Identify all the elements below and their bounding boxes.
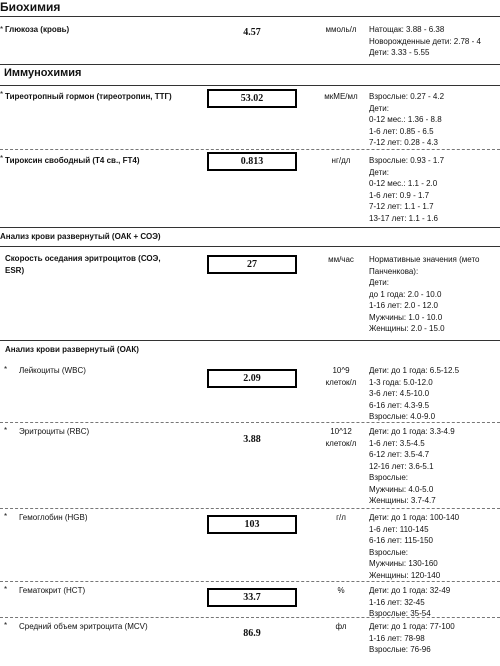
test-value-ft4: 0.813 <box>240 156 264 167</box>
test-name-mcv: Средний объем эритроцита (MCV) <box>19 622 148 631</box>
test-unit-ft4: нг/дл <box>331 156 351 165</box>
test-ref-hct: Дети: до 1 года: 32-49 1-16 лет: 32-45 Взрослые: 35-54 <box>369 586 451 618</box>
section-divider <box>0 64 500 65</box>
row-star: * <box>4 426 8 435</box>
row-star: * <box>0 25 4 34</box>
test-ref-esr: Нормативные значения (мето Панченкова): Дети: до 1 года: 2.0 - 10.0 1-16 лет: 2.0 - 12.0 Мужчины: 1.0 - 10.0 Женщины: 2.0 - 15.0 <box>369 255 480 333</box>
test-value-esr: 27 <box>247 259 257 270</box>
test-unit-hgb: г/л <box>336 513 346 522</box>
test-name-glucose: Глюкоза (кровь) <box>5 25 70 34</box>
section-divider <box>0 340 500 341</box>
test-ref-rbc: Дети: до 1 года: 3.3-4.9 1-6 лет: 3.5-4.5 6-12 лет: 3.5-4.7 12-16 лет: 3.6-5.1 Взрослые: Мужчины: 4.0-5.0 Женщины: 3.7-4.7 <box>369 427 455 505</box>
section-title-biochem: Биохимия <box>0 0 61 14</box>
test-ref-ft4: Взрослые: 0.93 - 1.7 Дети: 0-12 мес.: 1.1 - 2.0 1-6 лет: 0.9 - 1.7 7-12 лет: 1.1 - 1.7 13-17 лет: 1.1 - 1.6 <box>369 156 445 223</box>
test-unit-esr: мм/час <box>328 255 354 264</box>
test-name-tsh: Тиреотропный гормон (тиреотропин, ТТГ) <box>5 92 172 101</box>
test-value-wbc: 2.09 <box>243 373 261 384</box>
test-name-wbc: Лейкоциты (WBC) <box>19 366 86 375</box>
row-star: * <box>4 512 8 521</box>
test-value-glucose: 4.57 <box>243 27 261 38</box>
test-unit-glucose: ммоль/л <box>325 25 357 34</box>
row-divider <box>0 149 500 150</box>
section-divider <box>0 227 500 228</box>
test-unit-hct: % <box>337 586 345 595</box>
test-value-tsh: 53.02 <box>240 93 264 104</box>
test-ref-wbc: Дети: до 1 года: 6.5-12.5 1-3 года: 5.0-12.0 3-6 лет: 4.5-10.0 6-16 лет: 4.3-9.5 Взрослые: 4.0-9.0 <box>369 366 460 421</box>
section-divider <box>0 246 500 247</box>
test-ref-glucose: Натощак: 3.88 - 6.38 Новорожденные дети: 2.78 - 4 Дети: 3.33 - 5.55 <box>369 25 481 57</box>
test-name-hgb: Гемоглобин (HGB) <box>19 513 88 522</box>
row-star: * <box>4 585 8 594</box>
test-name-esr: Скорость оседания эритроцитов (СОЭ, ESR) <box>5 254 161 275</box>
test-value-rbc: 3.88 <box>243 434 261 445</box>
row-divider <box>0 422 500 423</box>
row-star: * <box>0 154 4 163</box>
row-divider <box>0 617 500 618</box>
test-value-hct: 33.7 <box>243 592 261 603</box>
row-star: * <box>0 90 4 99</box>
test-ref-mcv: Дети: до 1 года: 77-100 1-16 лет: 78-98 Взрослые: 76-96 <box>369 622 455 654</box>
test-ref-tsh: Взрослые: 0.27 - 4.2 Дети: 0-12 мес.: 1.36 - 8.8 1-6 лет: 0.85 - 6.5 7-12 лет: 0.28 - 4.3 <box>369 92 445 147</box>
section-divider <box>0 85 500 86</box>
test-name-ft4: Тироксин свободный (Т4 св., FT4) <box>5 156 140 165</box>
section-title-oak: Анализ крови развернутый (ОАК) <box>5 345 139 354</box>
test-unit-wbc: 10^9 клеток/л <box>325 366 357 387</box>
test-unit-rbc: 10^12 клеток/л <box>325 427 357 448</box>
test-value-mcv: 86.9 <box>243 628 261 639</box>
test-ref-hgb: Дети: до 1 года: 100-140 1-6 лет: 110-145 6-16 лет: 115-150 Взрослые: Мужчины: 130-160 Женщины: 120-140 <box>369 513 460 580</box>
row-star: * <box>4 621 8 630</box>
row-divider <box>0 581 500 582</box>
section-title-oak-soe: Анализ крови развернутый (ОАК + СОЭ) <box>0 232 161 241</box>
row-star: * <box>4 365 8 374</box>
test-unit-tsh: мкМЕ/мл <box>324 92 358 101</box>
test-name-hct: Гематокрит (HCT) <box>19 586 86 595</box>
test-unit-mcv: фл <box>335 622 347 631</box>
test-value-hgb: 103 <box>244 519 260 530</box>
test-name-rbc: Эритроциты (RBC) <box>19 427 90 436</box>
row-divider <box>0 508 500 509</box>
section-title-immuno: Иммунохимия <box>4 67 82 79</box>
section-divider <box>0 16 500 17</box>
